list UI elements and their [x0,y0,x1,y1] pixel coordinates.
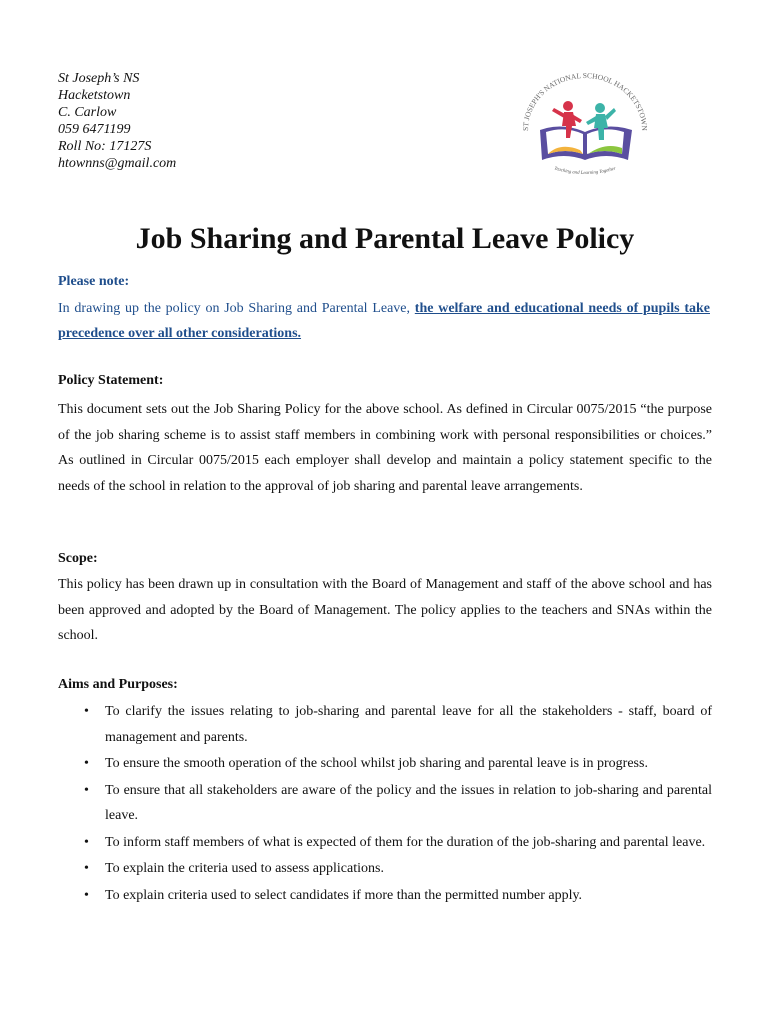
list-item [58,699,712,750]
scope-text: This policy has been drawn up in consultation with the Board of Management and staff of the above school and has been approved and adopted by the Board of Management. The policy applies to the teachers and SNAs within the school. [58,577,712,643]
phone-number: 059 6471199 [58,122,131,137]
bullet-icon: • [84,704,89,719]
list-item-text: To explain criteria used to select candidates if more than the permitted number apply. [105,887,583,903]
bullet-icon: • [84,834,89,850]
list-item [58,856,712,882]
list-item-text: To ensure the smooth operation of the school whilst job sharing and parental leave is in progress. [105,756,648,771]
note-text-plain: In drawing up the policy on Job Sharing and Parental Leave, [58,301,415,316]
list-item-text: To clarify the issues relating to job-sharing and parental leave for all the stakeholders - staff, board of management and parents. [105,704,712,745]
school-logo [510,68,660,188]
list-item-text: To explain the criteria used to assess applications. [105,861,384,876]
aims-heading: Aims and Purposes: [58,677,178,692]
email-address: htownns@gmail.com [58,156,177,171]
list-item-text: To ensure that all stakeholders are aware of the policy and the issues in relation to job-sharing and parental leave. [105,782,712,823]
school-address-block [58,70,176,172]
school-name: St Joseph’s NS [58,71,140,86]
bullet-icon: • [84,756,89,771]
address-town: Hacketstown [58,88,131,103]
scope-heading: Scope: [58,551,98,566]
note-text [58,296,710,346]
list-item [58,883,712,909]
note-heading: Please note: [58,274,130,289]
bullet-icon: • [84,861,89,876]
address-county: C. Carlow [58,105,117,120]
list-item [58,778,712,829]
page-title: Job Sharing and Parental Leave Policy [135,222,635,255]
bullet-icon: • [84,887,89,903]
policy-statement-heading: Policy Statement: [58,373,164,388]
aims-list [58,699,712,909]
policy-statement-text: This document sets out the Job Sharing Policy for the above school. As defined in Circular 0075/2015 “the purpose of the job sharing scheme is to assist staff members in combining work with personal responsibilities or choices.” As outlined in Circular 0075/2015 each employer shall develop and maintain a policy statement specific to the needs of the school in relation to the approval of job sharing and parental leave arrangements. [58,402,712,494]
note-text-emphasis: the welfare and educational needs of pupils take precedence over all other considerations. [58,301,710,341]
bullet-icon: • [84,782,89,798]
logo-ring-text: ST JOSEPH'S NATIONAL SCHOOL HACKETSTOWN [520,70,650,132]
list-item [58,751,712,777]
list-item [58,830,712,856]
logo-motto: Teaching and Learning Together [553,166,617,177]
roll-number: Roll No: 17127S [58,139,152,154]
list-item-text: To inform staff members of what is expected of them for the duration of the job-sharing and parental leave. [105,834,706,850]
